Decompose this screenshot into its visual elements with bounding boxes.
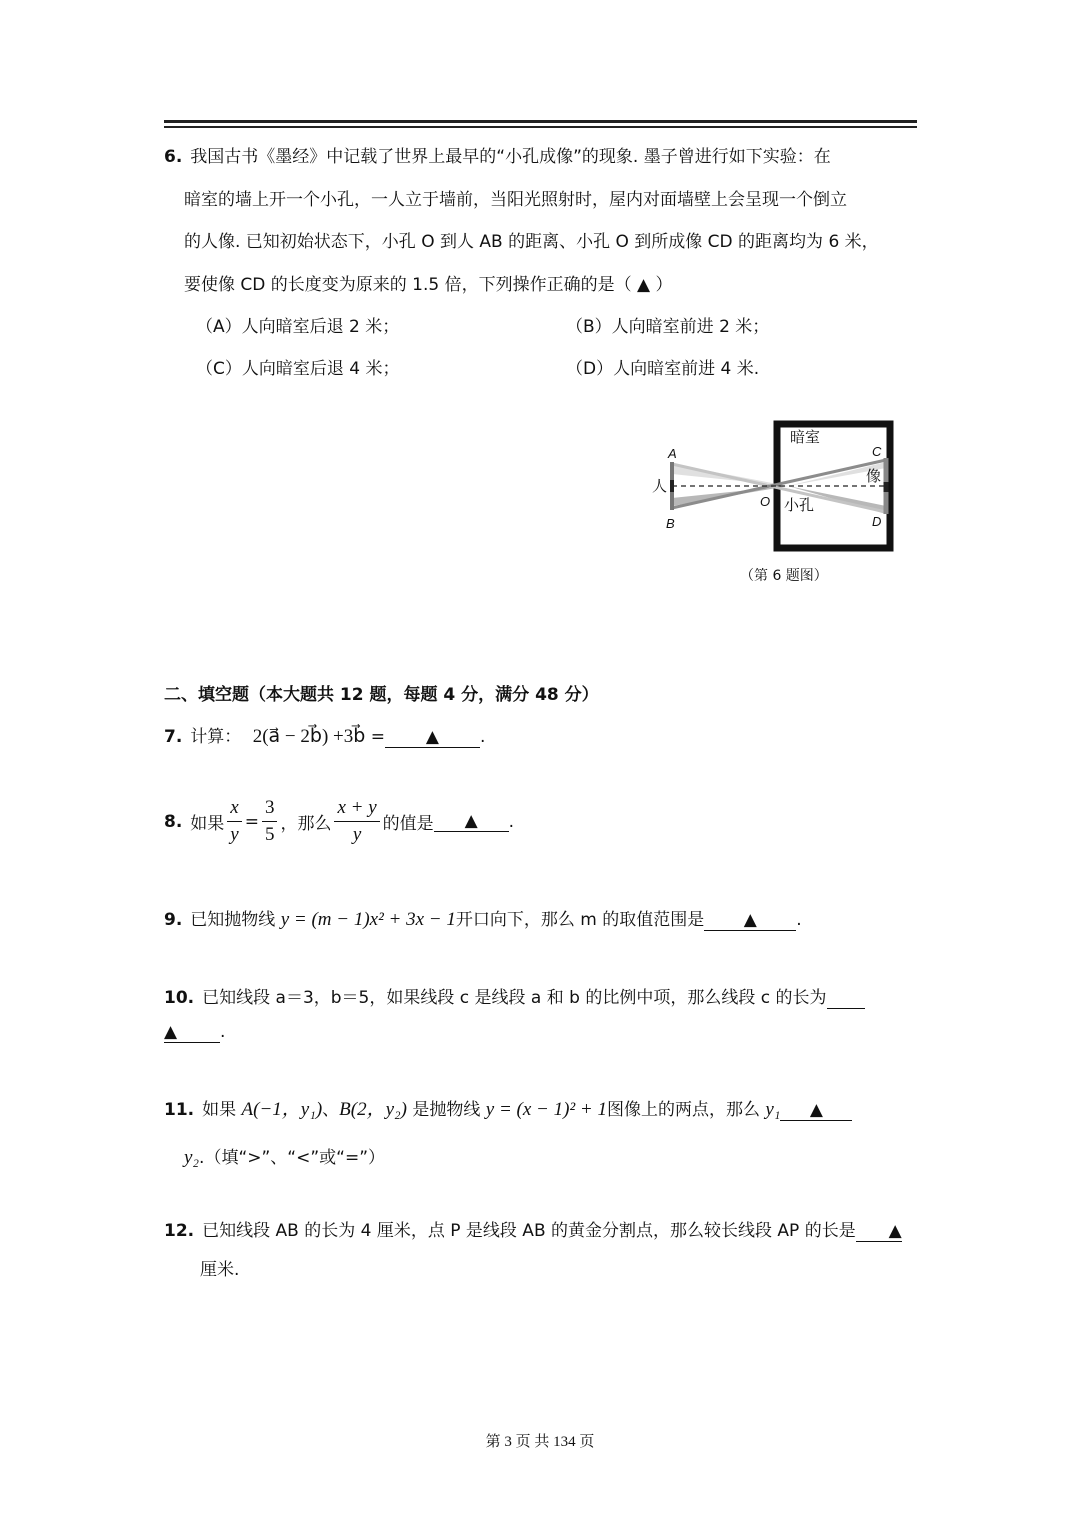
q7-answer-blank[interactable]: ▲	[385, 727, 480, 748]
figure-caption: （第 6 题图）	[740, 568, 828, 584]
q7-number: 7.	[164, 727, 183, 747]
q11-point-a: A(−1，y₁)	[241, 1099, 323, 1120]
q10-line-2: ▲ .	[164, 1022, 226, 1042]
q8-fraction-3-over-5: $\frac{3}{5}$	[262, 795, 278, 848]
page-footer: 第 3 页 共 134 页	[485, 1434, 595, 1450]
q7-expression: 2(a⃗ − 2b⃗) +3b⃗	[252, 726, 366, 747]
header-rule-top	[164, 120, 917, 123]
label-image: 像	[866, 467, 882, 485]
q9-answer-blank[interactable]: ▲	[704, 910, 796, 931]
label-d: D	[872, 514, 882, 529]
q6-line-2: 暗室的墙上开一个小孔，一人立于墙前，当阳光照射时，屋内对面墙壁上会呈现一个倒立	[184, 190, 847, 210]
q11-answer-blank[interactable]: ▲	[780, 1100, 852, 1121]
header-rule-bottom	[164, 126, 917, 128]
q12-line-2: 厘米.	[200, 1260, 240, 1280]
q11-y1: y₁	[765, 1099, 781, 1120]
q6-line-4: 要使像 CD 的长度变为原来的 1.5 倍，下列操作正确的是（ ▲ ）	[184, 275, 673, 295]
q10-line-1: 10. 已知线段 a＝3，b＝5，如果线段 c 是线段 a 和 b 的比例中项，那么线段 c 的长为	[164, 983, 865, 1009]
q6-option-a: （A）人向暗室后退 2 米；	[196, 317, 400, 337]
q11-line-2: y₂.（填“>”、“<”或“=”）	[184, 1147, 386, 1168]
q8-fraction-sum-over-y: $\frac{x + y}{y}$	[334, 795, 379, 848]
q10-answer-blank[interactable]: ▲	[164, 1022, 220, 1043]
q10-number: 10.	[164, 988, 195, 1008]
label-dark-room: 暗室	[790, 428, 821, 446]
q6-option-d: （D）人向暗室前进 4 米.	[566, 359, 760, 379]
q6-option-c: （C）人向暗室后退 4 米；	[196, 359, 400, 379]
q8-number: 8.	[164, 811, 183, 832]
q9-number: 9.	[164, 910, 183, 930]
label-person: 人	[652, 477, 668, 495]
section-2-title: 二、填空题（本大题共 12 题，每题 4 分，满分 48 分）	[164, 685, 599, 705]
q8-fraction-x-over-y: $\frac{x}{y}$	[227, 795, 241, 848]
q8-answer-blank[interactable]: ▲	[434, 811, 509, 832]
label-o: O	[760, 494, 771, 509]
q6-number: 6.	[164, 147, 183, 167]
q11-line-1: 11. 如果 A(−1，y₁)、B(2，y₂) 是抛物线 y = (x − 1)² + 1图像上的两点，那么 y₁ ▲	[164, 1094, 852, 1121]
q7: 7. 计算： 2(a⃗ − 2b⃗) +3b⃗ = ▲ .	[164, 726, 486, 747]
q11-number: 11.	[164, 1100, 195, 1120]
q6-option-b: （B）人向暗室前进 2 米；	[566, 317, 770, 337]
q11-y2: y₂	[184, 1147, 200, 1168]
label-b: B	[666, 516, 675, 531]
q11-point-b: B(2，y₂)	[339, 1099, 407, 1120]
q12-line-1: 12. 已知线段 AB 的长为 4 厘米，点 P 是线段 AB 的黄金分割点，那么较长线段 AP 的长是 ▲	[164, 1221, 902, 1241]
q8: 8. 如果 $\frac{x}{y}$ = $\frac{3}{5}$ ，那么 $\frac{x + y}{y}$ 的值是 ▲ .	[164, 795, 514, 848]
label-small-hole: 小孔	[784, 496, 815, 514]
pinhole-figure	[648, 418, 908, 558]
q9: 9. 已知抛物线 y = (m − 1)x² + 3x − 1开口向下，那么 m 的取值范围是 ▲ .	[164, 909, 802, 930]
q12-answer-blank[interactable]: ▲	[856, 1221, 902, 1242]
label-a: A	[668, 446, 677, 461]
q6-line-3: 的人像. 已知初始状态下，小孔 O 到人 AB 的距离、小孔 O 到所成像 CD 的距离均为 6 米，	[184, 232, 879, 252]
q6-line-1: 6. 我国古书《墨经》中记载了世界上最早的“小孔成像”的现象. 墨子曾进行如下实验：在	[164, 147, 831, 167]
q9-expression: y = (m − 1)x² + 3x − 1	[280, 909, 456, 930]
label-c: C	[872, 444, 882, 459]
q12-number: 12.	[164, 1221, 195, 1241]
q11-expression: y = (x − 1)² + 1	[485, 1099, 607, 1120]
